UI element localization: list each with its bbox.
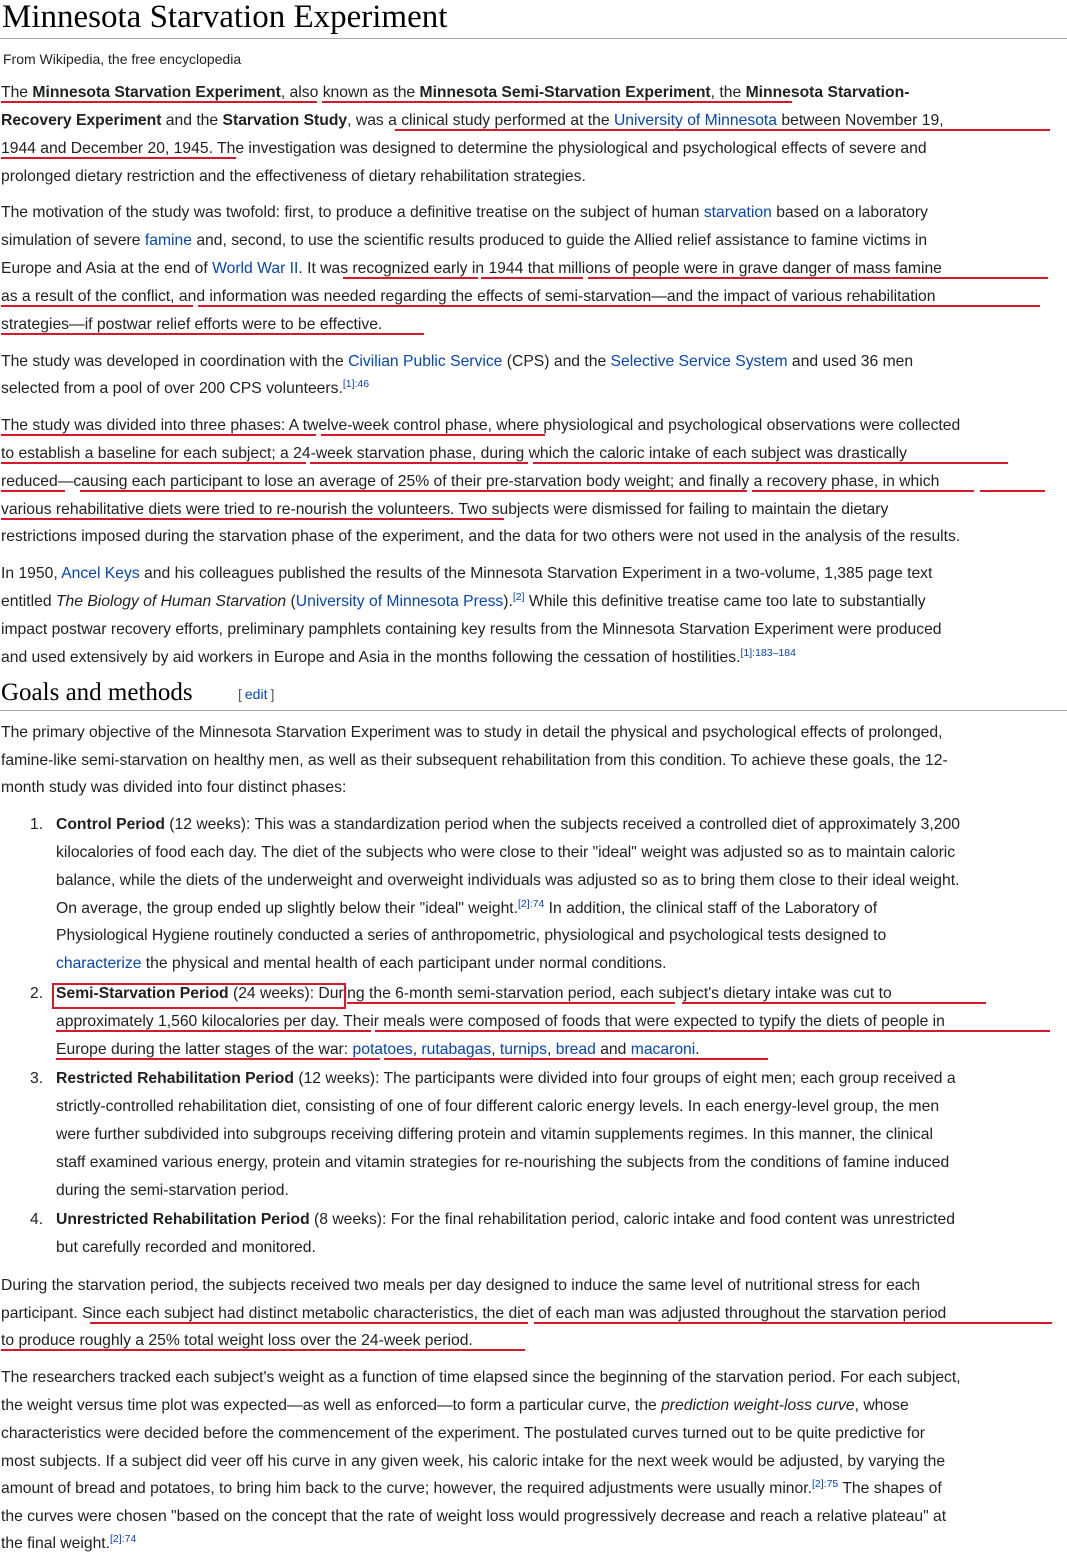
- text-line: as a result of the conflict, and information was needed regarding the effects of semi-starvation—and the impact of various rehabilitation: [1, 288, 936, 305]
- edit-section-link[interactable]: edit: [244, 686, 268, 702]
- annotation-underline: [56, 1058, 380, 1060]
- section-heading: Goals and methods: [1, 679, 193, 706]
- link-bread[interactable]: bread: [555, 1041, 596, 1058]
- text-line: prolonged dietary restriction and the effectiveness of dietary rehabilitation strategies.: [1, 168, 586, 185]
- list-number: 2.: [30, 985, 44, 1002]
- text-line: the curves were chosen "based on the concept that the rate of weight loss would progressively decrease and reach a relative plateau" at: [1, 1508, 947, 1525]
- text-line: The study was developed in coordination with the Civilian Public Service (CPS) and the Selective Service System and used 36 men: [1, 353, 914, 370]
- text-line: The primary objective of the Minnesota Starvation Experiment was to study in detail the physical and psychological effects of prolonged,: [1, 724, 943, 741]
- text-line: Europe and Asia at the end of World War II. It was recognized early in 1944 that millions of people were in grave danger of mass famine: [1, 260, 942, 277]
- tagline: From Wikipedia, the free encyclopedia: [3, 51, 242, 67]
- link-famine[interactable]: famine: [144, 232, 192, 249]
- annotation-underline: [1, 1349, 525, 1351]
- annotation-underline: [534, 1322, 1052, 1324]
- list-item-line: Unrestricted Rehabilitation Period (8 weeks): For the final rehabilitation period, caloric intake and food content was unrestricted: [56, 1211, 955, 1228]
- text-line: to produce roughly a 25% total weight loss over the 24-week period.: [1, 1332, 473, 1349]
- list-item-line: were further subdivided into subgroups receiving differing protein and vitamin supplements regimes. In this manner, the clinical: [56, 1126, 933, 1143]
- link-world-war-ii[interactable]: World War II: [212, 260, 299, 277]
- annotation-underline: [347, 1002, 675, 1004]
- list-item-line: Europe during the latter stages of the war: potatoes, rutabagas, turnips, bread and macaroni.: [56, 1041, 700, 1058]
- annotation-underline: [588, 277, 1048, 279]
- text-line: most subjects. If a subject did veer off his curve in any given week, his caloric intake for the next week would be adjusted, by varying the: [1, 1453, 946, 1470]
- link-characterize[interactable]: characterize: [56, 955, 142, 972]
- link-civilian-public-service[interactable]: Civilian Public Service: [348, 353, 503, 370]
- text-line: simulation of severe famine and, second, to use the scientific results produced to guide the Allied relief assistance to famine victims in: [1, 232, 928, 249]
- citation-link[interactable]: [2]:74: [110, 1532, 137, 1545]
- citation-link[interactable]: [1]:183–184: [740, 646, 796, 659]
- annotation-underline: [56, 1030, 371, 1032]
- link-potatoes[interactable]: potatoes: [352, 1041, 413, 1058]
- text-line: selected from a pool of over 200 CPS volunteers.$^{[1]:46}$: [1, 377, 370, 397]
- text-line: and used extensively by aid workers in Europe and Asia in the months following the cessation of hostilities.$^{[1]:183-184}$: [1, 646, 796, 666]
- annotation-underline: [1, 333, 424, 335]
- annotation-underline: [90, 1322, 528, 1324]
- annotation-underline: [980, 490, 1045, 492]
- annotation-underline: [384, 1058, 768, 1060]
- text-line: The study was divided into three phases: A twelve-week control phase, where physiological and psychological observations were collected: [1, 417, 961, 434]
- edit-section: [ edit ]: [238, 686, 275, 702]
- text-line: restrictions imposed during the starvation phase of the experiment, and the data for two others were not used in the analysis of the results.: [1, 528, 961, 545]
- list-item-line: characterize the physical and mental health of each participant under normal conditions.: [56, 955, 667, 972]
- citation-link[interactable]: [2]: [512, 590, 525, 603]
- list-item-line: strictly-controlled rehabilitation diet, consisting of one of four different caloric energy levels. In each energy-level group, the men: [56, 1098, 940, 1115]
- annotation-underline: [1, 462, 306, 464]
- annotation-underline: [752, 490, 974, 492]
- annotation-underline: [310, 462, 528, 464]
- page-title: Minnesota Starvation Experiment: [2, 0, 448, 35]
- list-item-line: kilocalories of food each day. The diet of the subjects who were close to their "ideal" weight was adjusted so as to maintain caloric: [56, 844, 956, 861]
- text-line: to establish a baseline for each subject; a 24-week starvation phase, during which the caloric intake of each subject was drastically: [1, 445, 908, 462]
- list-number: 1.: [30, 816, 44, 833]
- link-university-of-minnesota-press[interactable]: University of Minnesota Press: [295, 593, 504, 610]
- text-line: amount of bread and potatoes, to bring him back to the curve; however, the required adjustments were usually minor.$^{[2]:75}$ The shapes of: [1, 1477, 942, 1497]
- link-macaroni[interactable]: macaroni: [630, 1041, 696, 1058]
- annotation-underline: [1, 490, 65, 492]
- annotation-underline: [1, 305, 193, 307]
- list-item-line: approximately 1,560 kilocalories per day. Their meals were composed of foods that were expected to typify the diets of people in: [56, 1013, 945, 1030]
- link-ancel-keys[interactable]: Ancel Keys: [61, 565, 140, 582]
- annotation-underline: [80, 490, 747, 492]
- text-line: The motivation of the study was twofold: first, to produce a definitive treatise on the subject of human starvation based on a laboratory: [1, 204, 928, 221]
- text-line: strategies—if postwar relief efforts were to be effective.: [1, 316, 383, 333]
- list-item-line: On average, the group ended up slightly below their "ideal" weight.$^{[2]:74}$ In addition, the clinical staff of the Laboratory of: [56, 897, 878, 917]
- list-item-line: Semi-Starvation Period (24 weeks): During the 6-month semi-starvation period, each subject's dietary intake was cut to: [56, 985, 892, 1002]
- text-line: 1944 and December 20, 1945. The investigation was designed to determine the physiological and psychological effects of severe and: [1, 140, 927, 157]
- list-item-line: during the semi-starvation period.: [56, 1182, 289, 1199]
- text-line: participant. Since each subject had distinct metabolic characteristics, the diet of each man was adjusted throughout the starvation period: [1, 1305, 947, 1322]
- text-line: entitled The Biology of Human Starvation (University of Minnesota Press).[2] While this definitive treatise came too late to substantially: [1, 590, 926, 610]
- link-starvation[interactable]: starvation: [703, 204, 772, 221]
- list-number: 3.: [30, 1070, 44, 1087]
- link-university-of-minnesota[interactable]: University of Minnesota: [613, 112, 778, 129]
- text-line: characteristics were decided before the commencement of the experiment. The postulated curves turned out to be quite predictive for: [1, 1425, 926, 1442]
- text-line: During the starvation period, the subjects received two meals per day designed to induce the same level of nutritional stress for each: [1, 1277, 921, 1294]
- annotation-underline: [322, 101, 792, 103]
- list-item-line: balance, while the diets of the underweight and overweight individuals was adjusted so as to bring them close to their ideal weight.: [56, 872, 960, 889]
- annotation-underline: [1, 157, 236, 159]
- text-line: In 1950, Ancel Keys and his colleagues published the results of the Minnesota Starvation Experiment in a two-volume, 1,385 page text: [1, 565, 933, 582]
- annotation-underline: [533, 462, 1008, 464]
- annotation-underline: [1, 434, 316, 436]
- annotation-underline: [481, 277, 583, 279]
- list-item-line: Control Period (12 weeks): This was a standardization period when the subjects received a controlled diet of approximately 3,200: [56, 816, 960, 833]
- annotation-underline: [375, 1030, 1050, 1032]
- annotation-underline: [1, 101, 317, 103]
- text-line: impact postwar recovery efforts, preliminary pamphlets containing key results from the Minnesota Starvation Experiment were produced: [1, 621, 942, 638]
- annotation-box: [52, 983, 346, 1009]
- text-line: the final weight.$^{[2]:74}$: [1, 1532, 137, 1552]
- text-line: Recovery Experiment and the Starvation Study, was a clinical study performed at the University of Minnesota between November 19,: [1, 112, 944, 129]
- annotation-underline: [198, 305, 1040, 307]
- text-line: famine-like semi-starvation on healthy men, as well as their subsequent rehabilitation from this condition. To achieve these goals, the 12-: [1, 752, 948, 769]
- link-turnips[interactable]: turnips: [499, 1041, 547, 1058]
- citation-link[interactable]: [1]:46: [342, 377, 370, 390]
- text-line: reduced—causing each participant to lose an average of 25% of their pre-starvation body weight; and finally a recovery phase, in which: [1, 473, 940, 490]
- section-divider: [0, 710, 1067, 711]
- citation-link[interactable]: [2]:75: [811, 1477, 839, 1490]
- text-line: the weight versus time plot was expected—as well as enforced—to form a particular curve, the prediction weight-loss curve, whose: [1, 1397, 909, 1414]
- annotation-underline: [343, 277, 478, 279]
- text-line: month study was divided into four distinct phases:: [1, 779, 347, 796]
- annotation-underline: [682, 1002, 986, 1004]
- title-divider: [0, 38, 1067, 39]
- text-line: various rehabilitative diets were tried to re-nourish the volunteers. Two subjects were dismissed for failing to maintain the dietary: [1, 501, 889, 518]
- citation-link[interactable]: [2]:74: [518, 897, 545, 910]
- text-line: The Minnesota Starvation Experiment, also known as the Minnesota Semi-Starvation Experiment, the Minnesota Starvation-: [1, 84, 910, 101]
- annotation-underline: [1, 518, 504, 520]
- text-line: The researchers tracked each subject's weight as a function of time elapsed since the beginning of the starvation period. For each subject,: [1, 1369, 961, 1386]
- list-item-line: Restricted Rehabilitation Period (12 weeks): The participants were divided into four groups of eight men; each group received a: [56, 1070, 956, 1087]
- annotation-underline: [321, 434, 545, 436]
- list-item-line: but carefully recorded and monitored.: [56, 1239, 316, 1256]
- list-number: 4.: [30, 1211, 44, 1228]
- link-rutabagas[interactable]: rutabagas: [421, 1041, 492, 1058]
- link-selective-service-system[interactable]: Selective Service System: [610, 353, 788, 370]
- list-item-line: staff examined various energy, protein and vitamin strategies for re-nourishing the subjects from the conditions of famine induced: [56, 1154, 950, 1171]
- list-item-line: Physiological Hygiene routinely conducted a series of anthropometric, physiological and psychological tests designed to: [56, 927, 887, 944]
- annotation-underline: [395, 129, 1050, 131]
